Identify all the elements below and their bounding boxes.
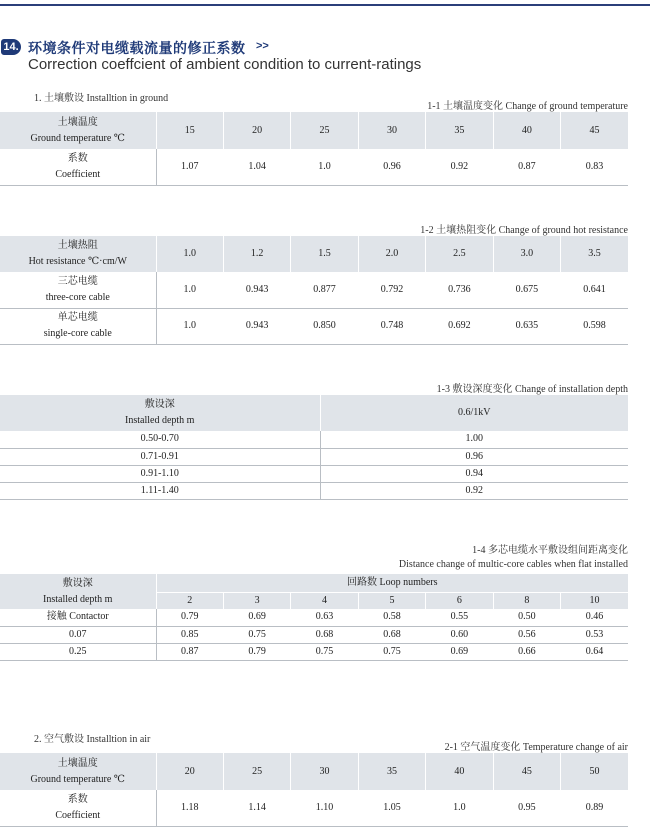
table-row [0, 609, 628, 626]
row-label: 土壤温度 Ground temperature ℃ [0, 112, 156, 149]
table-cell: 1.14 [223, 790, 290, 826]
table-cell: 0.850 [291, 308, 358, 344]
table-cell: 0.69 [426, 643, 493, 660]
table-cell: 0.95 [493, 790, 560, 826]
part1-heading: 1. 土壤敷设 Installtion in ground [34, 93, 169, 104]
table-cell: 0.598 [561, 308, 628, 344]
header-cell: 15 [156, 112, 223, 149]
header-cell: 3 [223, 592, 290, 609]
header-cell: 2.0 [358, 236, 425, 272]
table-row [0, 272, 628, 308]
table-2-1 [0, 753, 628, 827]
header-cell: 35 [426, 112, 493, 149]
table-cell: 0.68 [291, 626, 358, 643]
table-cell: 1.11-1.40 [0, 482, 320, 499]
table-cell: 0.75 [358, 643, 425, 660]
table-cell: 0.58 [358, 609, 425, 626]
header-cell: 1.2 [223, 236, 290, 272]
table-1-4-caption-en: Distance change of multic-core cables when flat installed [398, 559, 628, 570]
table-cell: 1.0 [426, 790, 493, 826]
table-cell: 1.07 [156, 149, 223, 185]
table-row [0, 626, 628, 643]
table-row [0, 790, 628, 826]
table-cell: 0.79 [156, 609, 223, 626]
table-cell: 0.736 [426, 272, 493, 308]
table-header-row [0, 395, 628, 431]
table-cell: 0.87 [156, 643, 223, 660]
table-cell: 1.05 [358, 790, 425, 826]
table-cell: 0.55 [426, 609, 493, 626]
table-row [0, 308, 628, 344]
header-cell: 45 [561, 112, 628, 149]
table-row [0, 482, 628, 499]
table-1-1-caption: 1-1 土壤温度变化 Change of ground temperature [427, 101, 628, 112]
header-cell: 1.5 [291, 236, 358, 272]
table-cell: 0.92 [426, 149, 493, 185]
table-cell: 0.85 [156, 626, 223, 643]
table-1-1 [0, 112, 628, 186]
header-cell: 2.5 [426, 236, 493, 272]
table-cell: 0.50-0.70 [0, 431, 320, 448]
table-cell: 0.68 [358, 626, 425, 643]
header-cell: 50 [561, 753, 628, 790]
table-cell: 0.75 [223, 626, 290, 643]
header-cell: 1.0 [156, 236, 223, 272]
table-header-row [0, 753, 628, 790]
header-cell: 8 [493, 592, 560, 609]
header-cell: 20 [156, 753, 223, 790]
loop-numbers-header: 回路数 Loop numbers [156, 574, 628, 592]
header-cell: 25 [291, 112, 358, 149]
table-header-row [0, 112, 628, 149]
row-label: 系数 Coefficient [0, 149, 156, 185]
header-cell: 2 [156, 592, 223, 609]
table-cell: 1.10 [291, 790, 358, 826]
table-cell: 1.0 [156, 272, 223, 308]
header-cell: 0.6/1kV [320, 395, 628, 431]
table-cell: 0.69 [223, 609, 290, 626]
table-cell: 1.18 [156, 790, 223, 826]
table-cell: 0.748 [358, 308, 425, 344]
table-cell: 0.60 [426, 626, 493, 643]
header-cell: 6 [426, 592, 493, 609]
table-cell: 0.64 [561, 643, 628, 660]
header-cell: 4 [291, 592, 358, 609]
table-cell: 0.96 [358, 149, 425, 185]
table-cell: 1.04 [223, 149, 290, 185]
row-label: 敷设深 Installed depth m [0, 395, 320, 431]
section-number-badge: 14. [1, 39, 21, 55]
header-cell: 30 [291, 753, 358, 790]
row-label: 三芯电缆 three-core cable [0, 272, 156, 308]
table-cell: 0.675 [493, 272, 560, 308]
header-cell: 25 [223, 753, 290, 790]
table-1-2-caption: 1-2 土壤热阻变化 Change of ground hot resistance [420, 225, 628, 236]
table-cell: 0.792 [358, 272, 425, 308]
table-cell: 0.66 [493, 643, 560, 660]
table-cell: 0.943 [223, 308, 290, 344]
table-cell: 0.50 [493, 609, 560, 626]
table-cell: 0.635 [493, 308, 560, 344]
table-1-3 [0, 395, 628, 500]
table-cell: 0.96 [320, 448, 628, 465]
table-cell: 0.943 [223, 272, 290, 308]
table-row [0, 149, 628, 185]
table-cell: 0.46 [561, 609, 628, 626]
table-cell: 0.63 [291, 609, 358, 626]
row-label: 敷设深 Installed depth m [0, 574, 156, 609]
row-label: 土壤温度 Ground temperature ℃ [0, 753, 156, 790]
row-label: 土壤热阻 Hot resistance ℃·cm/W [0, 236, 156, 272]
table-cell: 接触 Contactor [0, 609, 156, 626]
top-rule [0, 4, 650, 6]
table-cell: 0.71-0.91 [0, 448, 320, 465]
double-chevron-icon: >> [256, 40, 269, 52]
table-cell: 1.0 [291, 149, 358, 185]
header-cell: 40 [426, 753, 493, 790]
table-cell: 0.87 [493, 149, 560, 185]
table-1-2 [0, 236, 628, 345]
table-cell: 0.877 [291, 272, 358, 308]
header-cell: 3.5 [561, 236, 628, 272]
table-1-3-caption: 1-3 敷设深度变化 Change of installation depth [436, 384, 628, 395]
table-cell: 0.53 [561, 626, 628, 643]
table-cell: 1.00 [320, 431, 628, 448]
table-header-row [0, 236, 628, 272]
table-cell: 0.641 [561, 272, 628, 308]
header-cell: 45 [493, 753, 560, 790]
table-1-4 [0, 574, 628, 661]
header-cell: 3.0 [493, 236, 560, 272]
table-1-4-caption: 1-4 多芯电缆水平敷设组间距离变化 [472, 545, 628, 556]
header-cell: 35 [358, 753, 425, 790]
table-cell: 0.91-1.10 [0, 465, 320, 482]
table-row [0, 643, 628, 660]
table-cell: 0.75 [291, 643, 358, 660]
section-title-en: Correction coeffcient of ambient condition to current-ratings [28, 56, 422, 73]
section-title-cn: 环境条件对电缆载流量的修正系数 [28, 41, 246, 57]
table-cell: 0.83 [561, 149, 628, 185]
table-cell: 0.692 [426, 308, 493, 344]
header-cell: 40 [493, 112, 560, 149]
table-cell: 0.25 [0, 643, 156, 660]
header-cell: 10 [561, 592, 628, 609]
table-cell: 1.0 [156, 308, 223, 344]
header-cell: 20 [223, 112, 290, 149]
table-cell: 0.56 [493, 626, 560, 643]
table-row [0, 465, 628, 482]
table-cell: 0.89 [561, 790, 628, 826]
table-2-1-caption: 2-1 空气温度变化 Temperature change of air [444, 742, 628, 753]
header-cell: 30 [358, 112, 425, 149]
table-row [0, 448, 628, 465]
table-row [0, 431, 628, 448]
table-cell: 0.07 [0, 626, 156, 643]
table-header-row [0, 574, 628, 592]
table-cell: 0.94 [320, 465, 628, 482]
header-cell: 5 [358, 592, 425, 609]
table-cell: 0.92 [320, 482, 628, 499]
row-label: 单芯电缆 single-core cable [0, 308, 156, 344]
row-label: 系数 Coefficient [0, 790, 156, 826]
part2-heading: 2. 空气敷设 Installtion in air [34, 734, 151, 745]
table-cell: 0.79 [223, 643, 290, 660]
